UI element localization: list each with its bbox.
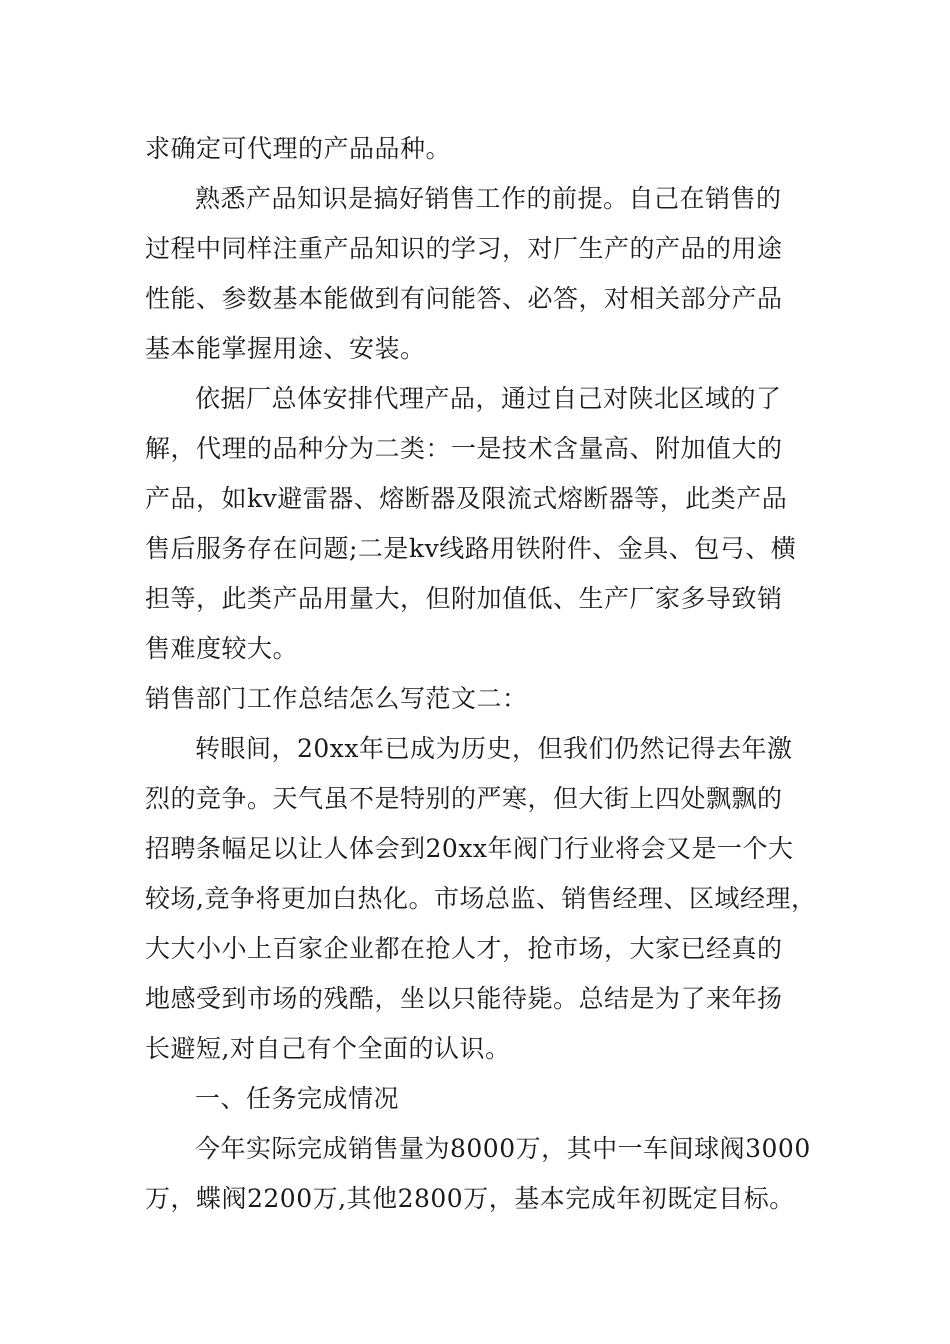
text-line: 解，代理的品种分为二类：一是技术含量高、附加值大的 xyxy=(145,434,783,463)
text-line: 大大小小上百家企业都在抢人才，抢市场，大家已经真的 xyxy=(145,934,783,963)
paragraph-start: 依据厂总体安排代理产品，通过自己对陕北区域的了 xyxy=(195,384,782,413)
text-line: 烈的竞争。天气虽不是特别的严寒，但大街上四处飘飘的 xyxy=(145,784,783,813)
section-heading: 销售部门工作总结怎么写范文二： xyxy=(145,684,528,713)
text-line: 招聘条幅足以让人体会到20xx年阀门行业将会又是一个大 xyxy=(145,834,794,863)
text-line: 售难度较大。 xyxy=(145,634,299,663)
paragraph-start: 转眼间，20xx年已成为历史，但我们仍然记得去年激 xyxy=(195,734,793,763)
paragraph-start: 今年实际完成销售量为8000万，其中一车间球阀3000 xyxy=(195,1134,811,1163)
text-line: 长避短,对自己有个全面的认识。 xyxy=(145,1034,511,1063)
text-line: 产品，如kv避雷器、熔断器及限流式熔断器等，此类产品 xyxy=(145,484,788,513)
paragraph-start: 熟悉产品知识是搞好销售工作的前提。自己在销售的 xyxy=(195,184,782,213)
text-line: 基本能掌握用途、安装。 xyxy=(145,334,426,363)
text-line: 担等，此类产品用量大，但附加值低、生产厂家多导致销 xyxy=(145,584,783,613)
text-line: 售后服务存在问题;二是kv线路用铁附件、金具、包弓、横 xyxy=(145,534,797,563)
text-line: 万，蝶阀2200万,其他2800万，基本完成年初既定目标。 xyxy=(145,1184,795,1213)
subsection-heading: 一、任务完成情况 xyxy=(195,1084,400,1113)
text-line: 求确定可代理的产品品种。 xyxy=(145,134,452,163)
text-line: 地感受到市场的残酷，坐以只能待毙。总结是为了来年扬 xyxy=(145,984,783,1013)
text-line: 较场,竞争将更加白热化。市场总监、销售经理、区域经理， xyxy=(145,884,817,913)
text-line: 性能、参数基本能做到有问能答、必答，对相关部分产品 xyxy=(145,284,783,313)
text-line: 过程中同样注重产品知识的学习，对厂生产的产品的用途 xyxy=(145,234,783,263)
